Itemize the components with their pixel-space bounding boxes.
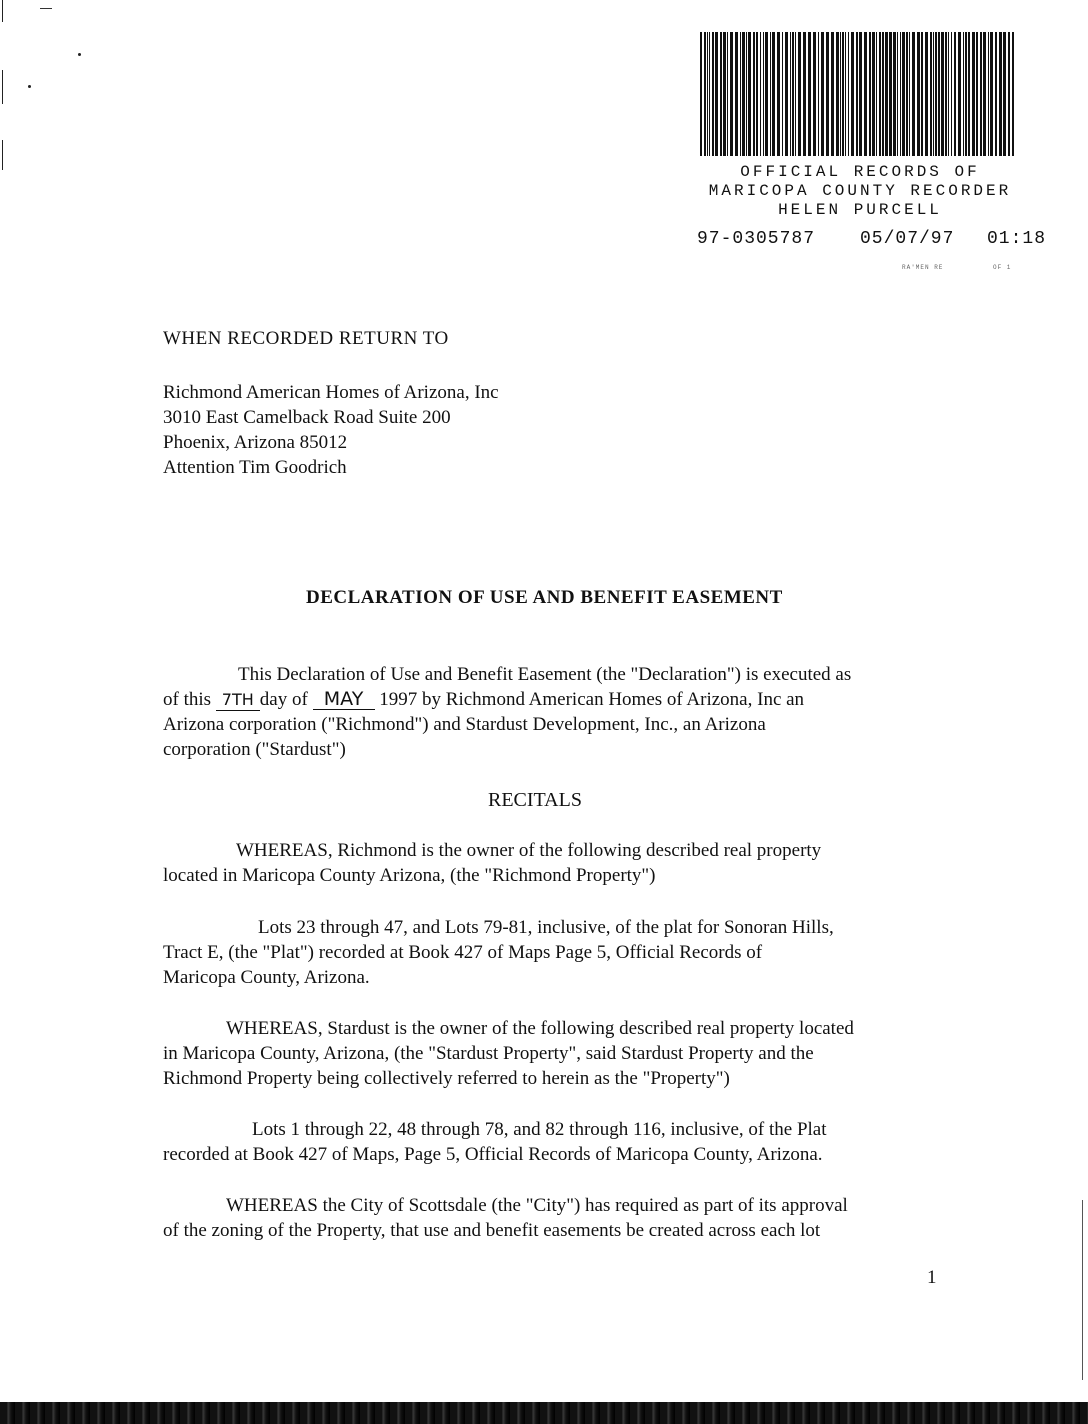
intro-text: This Declaration of Use and Benefit Easement (the "Declaration") is executed as	[238, 664, 852, 685]
return-address-line: Phoenix, Arizona 85012	[163, 432, 348, 453]
return-address-line: Attention Tim Goodrich	[163, 457, 347, 478]
stamp-fine-print-right: OF 1	[993, 264, 1012, 271]
lots-description-2	[163, 1117, 827, 1167]
lots-description-1	[163, 915, 834, 990]
scan-dash	[40, 8, 52, 9]
recording-date: 05/07/97	[860, 229, 955, 249]
page-number: 1	[927, 1267, 937, 1288]
intro-text: 1997 by Richmond American Homes of Arizona, Inc an	[379, 689, 805, 710]
recording-time: 01:18	[987, 229, 1047, 249]
stamp-line-2: MARICOPA COUNTY RECORDER	[708, 182, 1012, 200]
scan-edge-bottom	[0, 1402, 1088, 1424]
intro-paragraph	[163, 662, 851, 762]
paragraph-line: WHEREAS, Stardust is the owner of the following described real property located	[226, 1018, 854, 1039]
handwritten-month: MAY	[313, 689, 375, 710]
return-address-line: Richmond American Homes of Arizona, Inc	[163, 382, 499, 403]
whereas-paragraph-3	[163, 1193, 848, 1243]
intro-line: corporation ("Stardust")	[163, 739, 346, 760]
stamp-line-3: HELEN PURCELL	[778, 201, 942, 219]
stamp-fine-print-left: RA'MEN RE	[902, 264, 944, 271]
handwritten-day: 7TH	[216, 690, 260, 711]
return-to-heading: WHEN RECORDED RETURN TO	[163, 328, 449, 349]
return-address-line: 3010 East Camelback Road Suite 200	[163, 407, 451, 428]
paragraph-line: Lots 1 through 22, 48 through 78, and 82 through 116, inclusive, of the Plat	[252, 1119, 827, 1140]
paragraph-line: in Maricopa County, Arizona, (the "Stardust Property", said Stardust Property and the	[163, 1043, 814, 1064]
paragraph-line: of the zoning of the Property, that use and benefit easements be created across each lot	[163, 1220, 821, 1241]
scan-dot	[78, 53, 81, 56]
paragraph-line: WHEREAS, Richmond is the owner of the following described real property	[236, 840, 822, 861]
stamp-line-1: OFFICIAL RECORDS OF	[740, 163, 980, 181]
paragraph-line: recorded at Book 427 of Maps, Page 5, Official Records of Maricopa County, Arizona.	[163, 1144, 823, 1165]
scan-mark-left	[2, 70, 3, 104]
barcode-graphic	[698, 32, 1018, 156]
barcode	[698, 32, 1018, 156]
intro-line	[163, 687, 851, 712]
paragraph-line: Richmond Property being collectively referred to herein as the "Property")	[163, 1068, 730, 1089]
scan-dot	[28, 85, 31, 88]
paragraph-line: located in Maricopa County Arizona, (the "Richmond Property")	[163, 865, 656, 886]
document-title: DECLARATION OF USE AND BENEFIT EASEMENT	[306, 587, 783, 608]
paragraph-line: WHEREAS the City of Scottsdale (the "City") has required as part of its approval	[226, 1195, 848, 1216]
paragraph-line: Tract E, (the "Plat") recorded at Book 427 of Maps Page 5, Official Records of	[163, 942, 763, 963]
scan-mark-left	[2, 140, 3, 170]
return-address	[163, 380, 499, 480]
recitals-heading: RECITALS	[488, 789, 582, 811]
whereas-paragraph-2	[163, 1016, 854, 1091]
scan-mark-left	[2, 0, 3, 22]
intro-line: Arizona corporation ("Richmond") and Stardust Development, Inc., an Arizona	[163, 714, 766, 735]
intro-text: of this	[163, 689, 212, 710]
intro-text: day of	[259, 689, 308, 710]
scan-edge-right	[1082, 1200, 1083, 1380]
intro-line	[163, 662, 851, 687]
recorder-stamp	[690, 163, 1030, 220]
paragraph-line: Maricopa County, Arizona.	[163, 967, 370, 988]
paragraph-line: Lots 23 through 47, and Lots 79-81, inclusive, of the plat for Sonoran Hills,	[258, 917, 834, 938]
whereas-paragraph-1	[163, 838, 821, 888]
recording-number: 97-0305787	[697, 229, 816, 249]
